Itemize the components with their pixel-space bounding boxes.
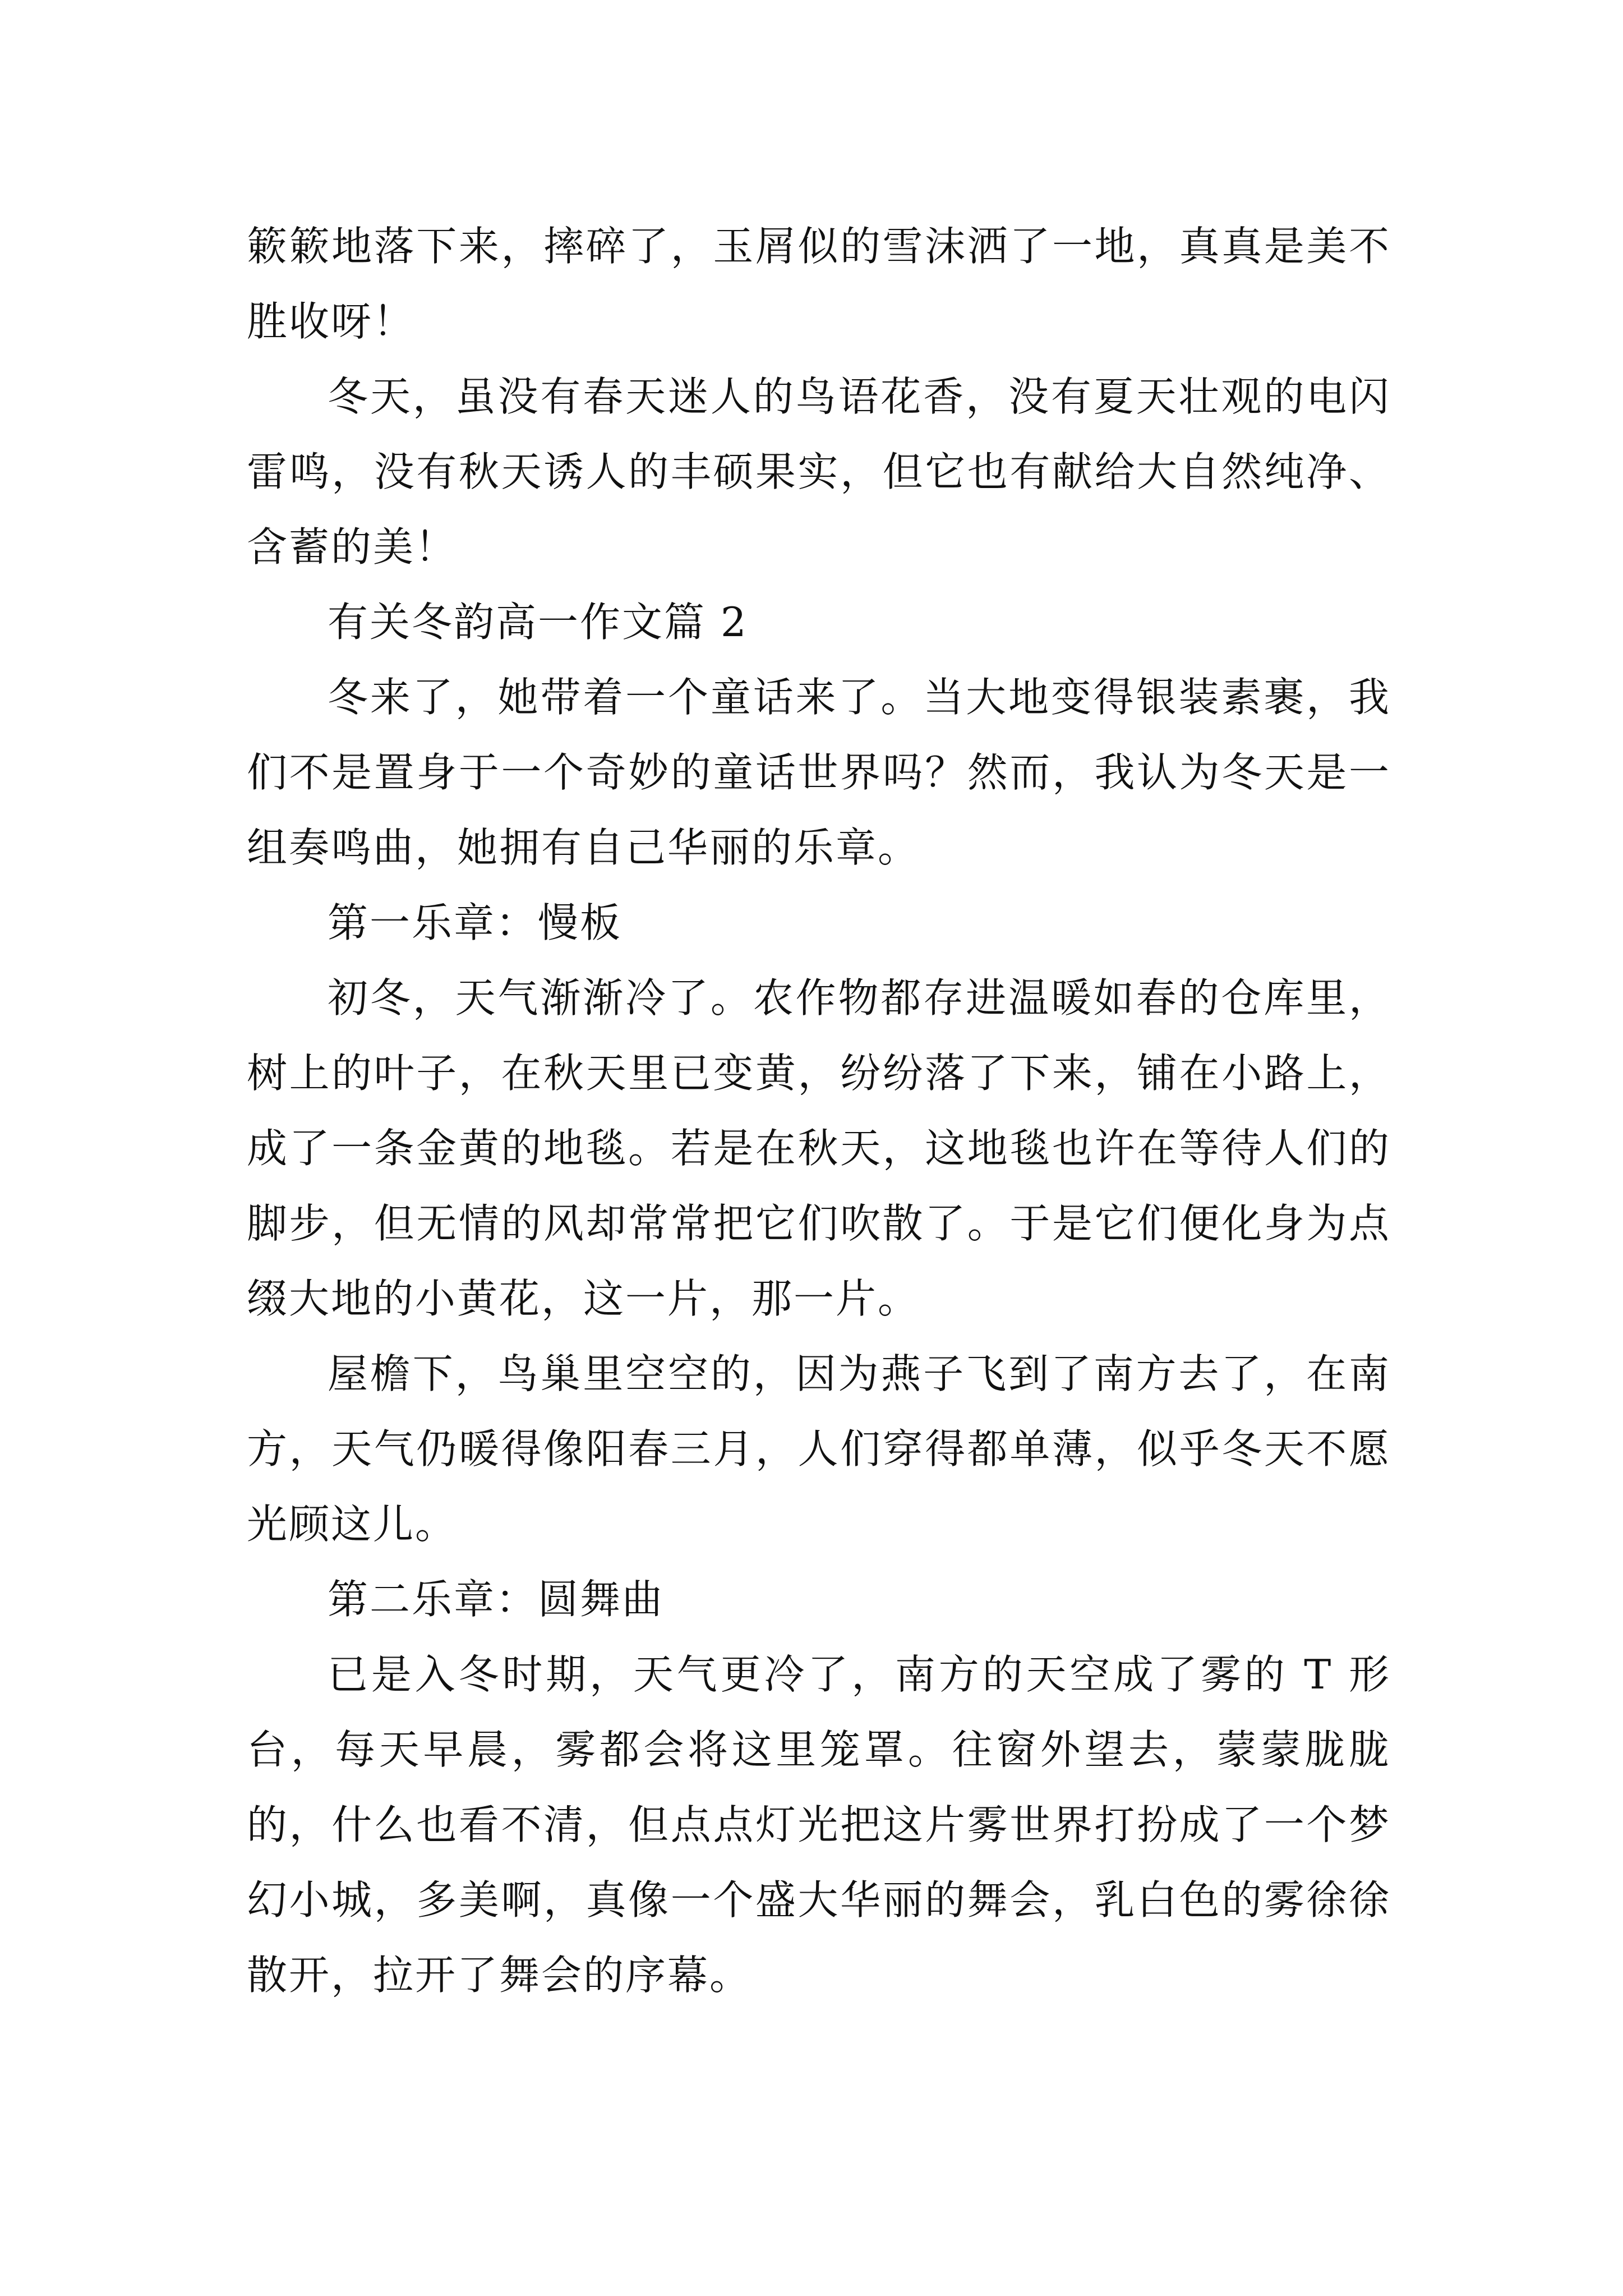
document-body bbox=[247, 209, 1391, 2013]
movement-2-heading: 第二乐章：圆舞曲 bbox=[328, 1576, 665, 1623]
movement-1-heading: 第一乐章：慢板 bbox=[328, 899, 623, 946]
section-title: 有关冬韵高一作文篇 2 bbox=[328, 599, 748, 646]
paragraph-2: 冬天，虽没有春天迷人的鸟语花香，没有夏天壮观的电闪雷鸣，没有秋天诱人的丰硕果实，但它也有献给大自然纯净、含蓄的美！ bbox=[247, 373, 1391, 570]
paragraph-5: 屋檐下，鸟巢里空空的，因为燕子飞到了南方去了，在南方，天气仍暖得像阳春三月，人们穿得都单薄，似乎冬天不愿光顾这儿。 bbox=[247, 1350, 1391, 1548]
paragraph-3: 冬来了，她带着一个童话来了。当大地变得银装素裹，我们不是置身于一个奇妙的童话世界吗？然而，我认为冬天是一组奏鸣曲，她拥有自己华丽的乐章。 bbox=[247, 674, 1391, 871]
paragraph-4: 初冬，天气渐渐冷了。农作物都存进温暖如春的仓库里，树上的叶子，在秋天里已变黄，纷纷落了下来，铺在小路上，成了一条金黄的地毯。若是在秋天，这地毯也许在等待人们的脚步，但无情的风却常常把它们吹散了。于是它们便化身为点缀大地的小黄花，这一片，那一片。 bbox=[247, 974, 1391, 1322]
paragraph-1: 簌簌地落下来，摔碎了，玉屑似的雪沫洒了一地，真真是美不胜收呀！ bbox=[247, 223, 1391, 345]
paragraph-6: 已是入冬时期，天气更冷了，南方的天空成了雾的 T 形台，每天早晨，雾都会将这里笼罩。往窗外望去，蒙蒙胧胧的，什么也看不清，但点点灯光把这片雾世界打扮成了一个梦幻小城，多美啊，真像一个盛大华丽的舞会，乳白色的雾徐徐散开，拉开了舞会的序幕。 bbox=[247, 1651, 1391, 1999]
